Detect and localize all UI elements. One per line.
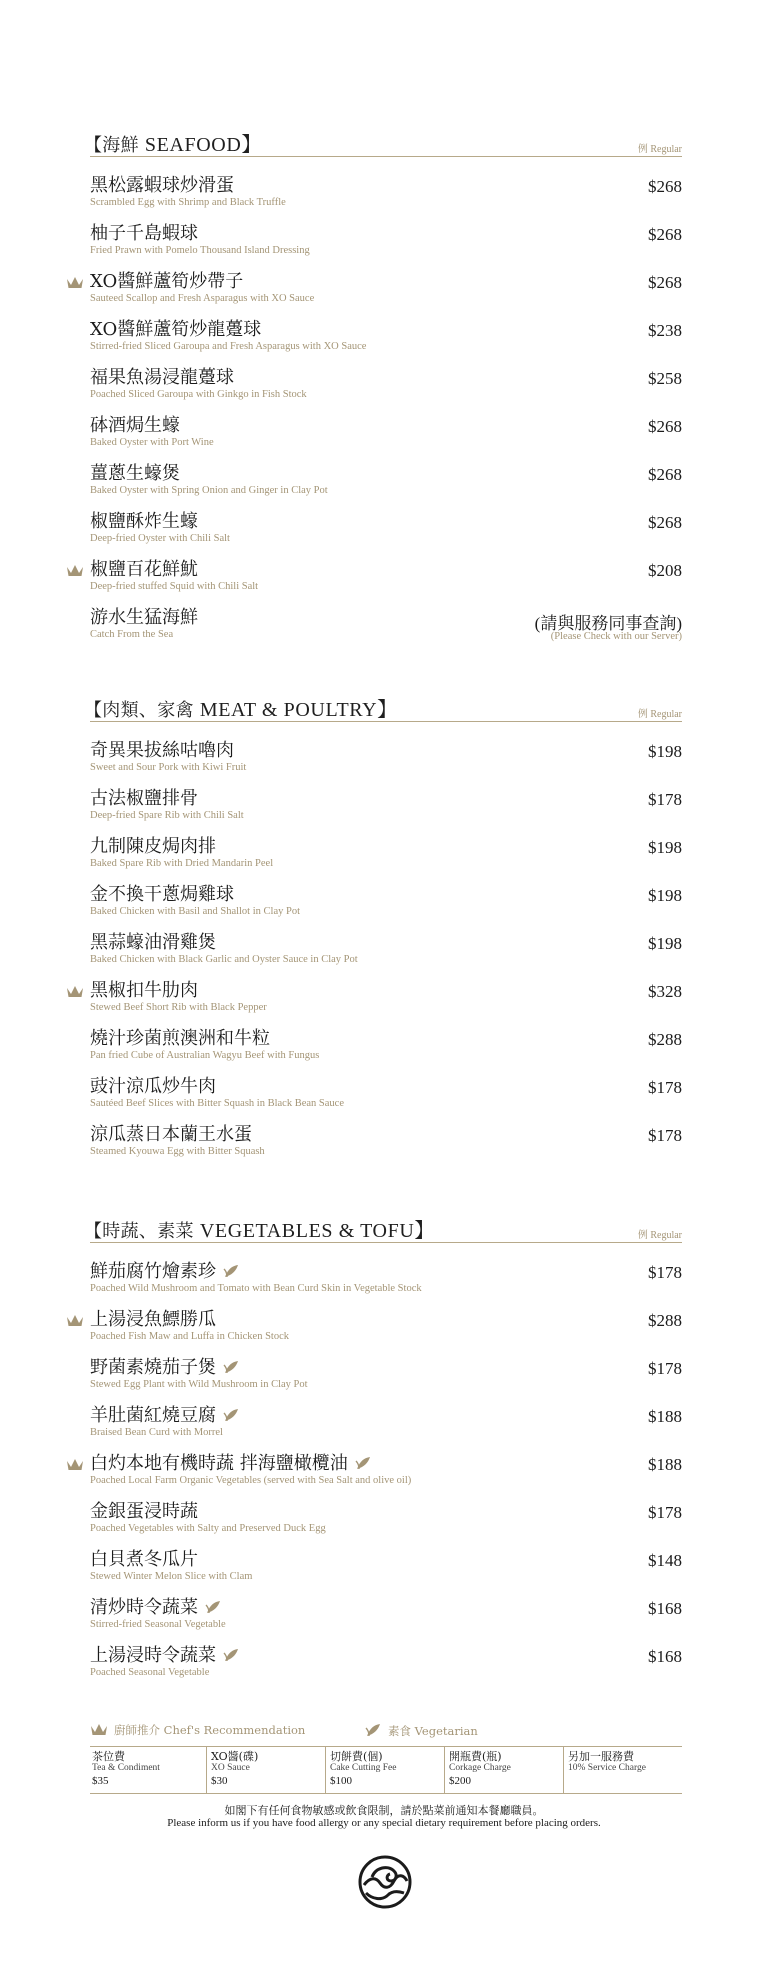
crown-icon — [66, 985, 84, 999]
dish-name-en: Baked Chicken with Basil and Shallot in Clay Pot — [90, 906, 300, 917]
dish-name-en: Deep-fried Spare Rib with Chili Salt — [90, 810, 244, 821]
dish-name-zh-text: 古法椒鹽排骨 — [90, 788, 198, 809]
dish-name-zh-text: 涼瓜蒸日本蘭王水蛋 — [90, 1124, 252, 1145]
charges-table — [90, 1746, 682, 1794]
charge-label-zh: 另加一服務費 — [568, 1750, 634, 1763]
menu-item — [90, 319, 682, 367]
legend-veg-label: 素食 Vegetarian — [388, 1724, 478, 1738]
dish-price: $268 — [648, 273, 682, 292]
dish-name-zh-text: 薑蔥生蠔煲 — [90, 463, 180, 484]
dish-name-zh-text: 豉汁涼瓜炒牛肉 — [90, 1076, 216, 1097]
dish-name-en: Stewed Egg Plant with Wild Mushroom in Clay Pot — [90, 1379, 308, 1390]
leaf-icon — [222, 1407, 240, 1423]
legend-veg — [364, 1722, 478, 1739]
menu-item — [90, 463, 682, 511]
dish-name-zh-text: 上湯浸魚鰾勝瓜 — [90, 1309, 216, 1330]
dish-name-zh-text: 砵酒焗生蠔 — [90, 415, 180, 436]
dish-price: $198 — [648, 838, 682, 857]
dish-name-zh-text: 鮮茄腐竹燴素珍 — [90, 1261, 216, 1282]
dish-name-zh — [90, 271, 243, 293]
dish-price: $178 — [648, 1263, 682, 1282]
dish-name-zh — [90, 415, 180, 437]
dish-price-note: (Please Check with our Server) — [550, 631, 682, 642]
dish-name-en: Poached Vegetables with Salty and Preserved Duck Egg — [90, 1523, 326, 1534]
section-title-zh: 【肉類、家禽 — [84, 700, 200, 721]
dish-name-en: Deep-fried stuffed Squid with Chili Salt — [90, 581, 259, 592]
charge-label-zh: XO醬(碟) — [211, 1750, 259, 1763]
dish-name-en: Baked Spare Rib with Dried Mandarin Peel — [90, 858, 274, 869]
dish-name-en: Deep-fried Oyster with Chili Salt — [90, 533, 230, 544]
dish-price: $288 — [648, 1311, 682, 1330]
dish-name-zh — [90, 980, 198, 1002]
dish-name-zh-text: 九制陳皮焗肉排 — [90, 836, 216, 857]
dish-name-zh — [90, 836, 216, 858]
leaf-icon — [222, 1647, 240, 1663]
legend — [90, 1722, 682, 1742]
allergy-notice-zh: 如閣下有任何食物敏感或飲食限制，請於點菜前通知本餐廳職員。 — [224, 1804, 544, 1817]
menu-item — [90, 740, 682, 788]
dish-name-zh — [90, 788, 198, 810]
dish-price: $178 — [648, 1126, 682, 1145]
dish-name-zh-text: 奇異果拔絲咕嚕肉 — [90, 740, 234, 761]
menu-item — [90, 1076, 682, 1124]
menu-item-list — [90, 175, 682, 655]
menu-item — [90, 1124, 682, 1172]
leaf-icon — [354, 1455, 372, 1471]
dish-price: $258 — [648, 369, 682, 388]
dish-name-zh — [90, 1597, 222, 1619]
menu-item — [90, 788, 682, 836]
charge-cell — [206, 1747, 325, 1793]
dish-name-zh-text: 野菌素燒茄子煲 — [90, 1357, 216, 1378]
dish-price: $168 — [648, 1599, 682, 1618]
dish-name-en: Stirred-fried Seasonal Vegetable — [90, 1619, 226, 1630]
crown-icon — [66, 276, 84, 290]
dish-name-zh-text: 柚子千島蝦球 — [90, 223, 198, 244]
section-title-en: MEAT & POULTRY】 — [199, 699, 398, 721]
menu-item — [90, 1597, 682, 1645]
menu-item — [90, 559, 682, 607]
crown-icon — [66, 1458, 84, 1472]
dish-name-zh-text: 白灼本地有機時蔬 拌海鹽橄欖油 — [90, 1453, 348, 1474]
dish-name-zh — [90, 1405, 240, 1427]
charge-price: $30 — [211, 1775, 228, 1787]
dish-name-zh-text: 上湯浸時令蔬菜 — [90, 1645, 216, 1666]
leaf-icon — [222, 1263, 240, 1279]
crown-icon — [90, 1723, 108, 1737]
charge-label-zh: 切餅費(個) — [330, 1750, 383, 1763]
dish-name-zh-text: 椒鹽百花鮮魷 — [90, 559, 198, 580]
dish-name-en: Fried Prawn with Pomelo Thousand Island Dressing — [90, 245, 310, 256]
dish-name-zh-text: XO醬鮮蘆筍炒帶子 — [90, 271, 244, 292]
dish-name-en: Baked Oyster with Port Wine — [90, 437, 214, 448]
menu-item — [90, 607, 682, 655]
dish-price: $268 — [648, 177, 682, 196]
menu-item — [90, 1501, 682, 1549]
dish-name-en: Baked Chicken with Black Garlic and Oyster Sauce in Clay Pot — [90, 954, 358, 965]
dish-name-zh — [90, 1453, 372, 1475]
dish-name-zh — [90, 559, 198, 581]
dish-price: $198 — [648, 742, 682, 761]
dish-name-en: Stewed Beef Short Rib with Black Pepper — [90, 1002, 267, 1013]
menu-item — [90, 415, 682, 463]
dish-price: $268 — [648, 465, 682, 484]
charge-price: $35 — [92, 1775, 109, 1787]
dish-name-zh — [90, 884, 234, 906]
dish-name-zh-text: 燒汁珍菌煎澳洲和牛粒 — [90, 1028, 270, 1049]
dish-name-zh — [90, 1309, 216, 1331]
dish-name-en: Poached Local Farm Organic Vegetables (served with Sea Salt and olive oil) — [90, 1475, 412, 1486]
section-title-en: VEGETABLES & TOFU】 — [199, 1220, 435, 1242]
section-title — [84, 693, 398, 722]
dish-price: (請與服務同事查詢) — [534, 614, 682, 633]
dish-name-en: Poached Fish Maw and Luffa in Chicken Stock — [90, 1331, 289, 1342]
dish-name-en: Steamed Kyouwa Egg with Bitter Squash — [90, 1146, 265, 1157]
section-title-zh: 【時蔬、素菜 — [84, 1221, 200, 1242]
crown-icon — [66, 564, 84, 578]
charge-price: $100 — [330, 1775, 352, 1787]
wave-logo-icon — [358, 1855, 412, 1909]
menu-item — [90, 1028, 682, 1076]
dish-name-en: Sweet and Sour Pork with Kiwi Fruit — [90, 762, 247, 773]
dish-name-zh-text: 羊肚菌紅燒豆腐 — [90, 1405, 216, 1426]
dish-name-zh — [90, 607, 198, 629]
menu-item — [90, 1549, 682, 1597]
dish-name-zh-text: 游水生猛海鮮 — [90, 607, 198, 628]
dish-name-zh-text: 黑椒扣牛肋肉 — [90, 980, 198, 1001]
section-title — [84, 1214, 435, 1243]
dish-price: $198 — [648, 886, 682, 905]
regular-label: 例 Regular — [637, 1230, 682, 1241]
menu-item — [90, 175, 682, 223]
dish-price: $328 — [648, 982, 682, 1001]
charge-cell — [444, 1747, 563, 1793]
dish-price: $178 — [648, 1359, 682, 1378]
dish-price: $288 — [648, 1030, 682, 1049]
dish-name-zh — [90, 1124, 252, 1146]
dish-price: $168 — [648, 1647, 682, 1666]
dish-name-zh — [90, 223, 198, 245]
dish-name-zh — [90, 463, 180, 485]
dish-name-en: Poached Sliced Garoupa with Ginkgo in Fish Stock — [90, 389, 307, 400]
dish-price: $268 — [648, 417, 682, 436]
dish-name-zh-text: 金銀蛋浸時蔬 — [90, 1501, 198, 1522]
dish-price: $208 — [648, 561, 682, 580]
dish-name-en: Baked Oyster with Spring Onion and Ginger in Clay Pot — [90, 485, 328, 496]
dish-name-zh-text: 金不換干蔥焗雞球 — [90, 884, 234, 905]
dish-name-zh-text: 白貝煮冬瓜片 — [90, 1549, 198, 1570]
dish-price: $268 — [648, 513, 682, 532]
charge-label-en: Corkage Charge — [449, 1763, 511, 1773]
dish-name-en: Poached Seasonal Vegetable — [90, 1667, 210, 1678]
section-title — [84, 128, 262, 157]
dish-price: $268 — [648, 225, 682, 244]
dish-price: $188 — [648, 1455, 682, 1474]
dish-name-en: Poached Wild Mushroom and Tomato with Bean Curd Skin in Vegetable Stock — [90, 1283, 422, 1294]
dish-name-zh — [90, 319, 261, 341]
dish-price: $238 — [648, 321, 682, 340]
dish-name-zh-text: 清炒時令蔬菜 — [90, 1597, 198, 1618]
dish-name-zh-text: 黑蒜蠔油滑雞煲 — [90, 932, 216, 953]
dish-name-zh — [90, 1261, 240, 1283]
dish-name-en: Sautéed Beef Slices with Bitter Squash in Black Bean Sauce — [90, 1098, 344, 1109]
menu-item — [90, 932, 682, 980]
charge-cell — [563, 1747, 682, 1793]
menu-item — [90, 836, 682, 884]
section-header — [84, 130, 682, 157]
charge-cell — [90, 1747, 206, 1793]
dish-name-zh-text: 福果魚湯浸龍躉球 — [90, 367, 234, 388]
menu-item — [90, 980, 682, 1028]
charge-label-en: Tea & Condiment — [92, 1763, 160, 1773]
charge-label-en: Cake Cutting Fee — [330, 1763, 397, 1773]
dish-price: $188 — [648, 1407, 682, 1426]
section-title-en: SEAFOOD】 — [144, 134, 262, 156]
dish-name-zh — [90, 1549, 198, 1571]
dish-name-en: Pan fried Cube of Australian Wagyu Beef with Fungus — [90, 1050, 320, 1061]
menu-item-list — [90, 740, 682, 1172]
dish-name-en: Stewed Winter Melon Slice with Clam — [90, 1571, 253, 1582]
menu-item — [90, 1357, 682, 1405]
charge-label-en: 10% Service Charge — [568, 1763, 646, 1773]
dish-name-en: Scrambled Egg with Shrimp and Black Truffle — [90, 197, 286, 208]
menu-item — [90, 1405, 682, 1453]
dish-price: $148 — [648, 1551, 682, 1570]
leaf-icon — [364, 1722, 382, 1738]
menu-item — [90, 367, 682, 415]
dish-name-zh — [90, 1501, 198, 1523]
menu-item — [90, 1645, 682, 1693]
regular-label: 例 Regular — [637, 144, 682, 155]
dish-name-zh — [90, 175, 234, 197]
dish-name-zh — [90, 932, 216, 954]
charge-label-zh: 茶位費 — [92, 1750, 125, 1763]
dish-name-zh-text: 椒鹽酥炸生蠔 — [90, 511, 198, 532]
dish-name-en: Catch From the Sea — [90, 629, 174, 640]
section-vegetables-tofu — [84, 1216, 682, 1693]
dish-price: $178 — [648, 790, 682, 809]
menu-item — [90, 1309, 682, 1357]
menu-item — [90, 271, 682, 319]
menu-item — [90, 1261, 682, 1309]
dish-price: $178 — [648, 1078, 682, 1097]
charge-cell — [325, 1747, 444, 1793]
menu-item — [90, 884, 682, 932]
menu-item — [90, 1453, 682, 1501]
section-header — [84, 695, 682, 722]
allergy-notice-en: Please inform us if you have food allergy or any special dietary requirement before placing orders. — [167, 1817, 601, 1829]
legend-chef-label: 廚師推介 Chef's Recommendation — [114, 1723, 306, 1737]
dish-name-zh — [90, 1357, 240, 1379]
leaf-icon — [222, 1359, 240, 1375]
leaf-icon — [204, 1599, 222, 1615]
section-meat-poultry — [84, 695, 682, 1172]
dish-price: $198 — [648, 934, 682, 953]
dish-name-zh — [90, 740, 234, 762]
regular-label: 例 Regular — [637, 709, 682, 720]
crown-icon — [66, 1314, 84, 1328]
dish-price: $178 — [648, 1503, 682, 1522]
menu-item-list — [90, 1261, 682, 1693]
section-title-zh: 【海鮮 — [84, 135, 145, 156]
charge-label-en: XO Sauce — [211, 1763, 250, 1773]
dish-name-en: Stirred-fried Sliced Garoupa and Fresh Asparagus with XO Sauce — [90, 341, 367, 352]
dish-name-zh-text: 黑松露蝦球炒滑蛋 — [90, 175, 234, 196]
section-seafood — [84, 130, 682, 655]
charge-price: $200 — [449, 1775, 471, 1787]
dish-name-zh — [90, 1076, 216, 1098]
dish-name-zh — [90, 1645, 240, 1667]
menu-item — [90, 223, 682, 271]
dish-name-en: Sauteed Scallop and Fresh Asparagus with XO Sauce — [90, 293, 315, 304]
dish-name-zh — [90, 511, 198, 533]
dish-name-zh — [90, 367, 234, 389]
legend-chef — [90, 1722, 305, 1738]
charge-label-zh: 開瓶費(瓶) — [449, 1750, 502, 1763]
section-header — [84, 1216, 682, 1243]
dish-name-zh — [90, 1028, 270, 1050]
dish-name-en: Braised Bean Curd with Morrel — [90, 1427, 223, 1438]
dish-name-zh-text: XO醬鮮蘆筍炒龍躉球 — [90, 319, 262, 340]
menu-item — [90, 511, 682, 559]
